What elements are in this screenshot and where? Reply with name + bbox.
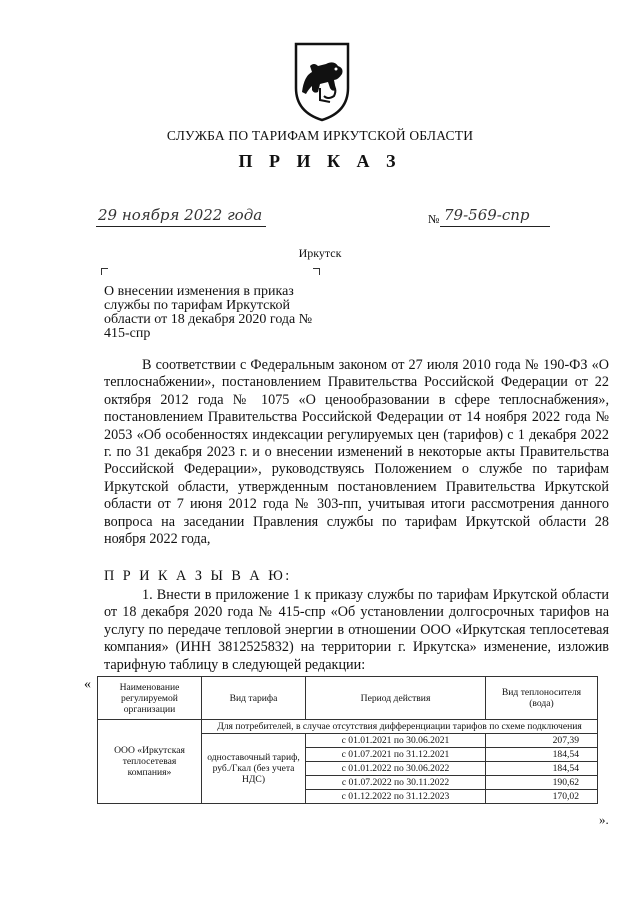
header-heat-carrier: Вид теплоносителя (вода) xyxy=(486,677,598,720)
header-organization: Наименование регулируемой организации xyxy=(98,677,202,720)
period-cell: с 01.01.2022 по 30.06.2022 xyxy=(306,762,486,776)
organization-cell: ООО «Иркутская теплосетевая компания» xyxy=(98,720,202,804)
value-cell: 184,54 xyxy=(486,762,598,776)
subject-bracket-right xyxy=(313,268,320,275)
value-cell: 170,02 xyxy=(486,790,598,804)
quote-open: « xyxy=(84,677,91,692)
value-cell: 207,39 xyxy=(486,734,598,748)
preamble-paragraph: В соответствии с Федеральным законом от 27 июля 2010 года № 190-ФЗ «О теплоснабжении», постановлением Правительства Российской Федерации от 22 октября 2012 года № 1075 «О ценообразовании в сфере теплоснабжения», постановлением Правительства Российской Федерации от 14 ноября 2022 года № 2053 «Об особенностях индексации регулируемых цен (тарифов) с 1 декабря 2022 г. по 31 декабря 2023 г. и о внесении изменений в некоторые акты Правительства Российской Федерации», руководствуясь Положением о службе по тарифам Иркутской области, утвержденным постановлением Правительства Иркутской области от 7 июня 2012 года № 303-пп, учитывая итоги рассмотрения данного вопроса на заседании Правления службы по тарифам Иркутской области 28 ноября 2022 года, xyxy=(104,357,609,548)
order-number-handwritten: 79-569-спр xyxy=(444,206,530,224)
number-underline xyxy=(440,226,550,227)
period-cell: с 01.12.2022 по 31.12.2023 xyxy=(306,790,486,804)
order-date-handwritten: 29 ноября 2022 года xyxy=(98,206,263,224)
city-name: Иркутск xyxy=(298,246,342,260)
group-row-cell: Для потребителей, в случае отсутствия дифференциации тарифов по схеме подключения xyxy=(202,720,598,734)
tariff-table xyxy=(97,676,598,804)
order-number-label: № xyxy=(428,212,440,226)
table-row xyxy=(98,720,598,734)
coat-of-arms-emblem xyxy=(290,40,354,122)
agency-name: СЛУЖБА ПО ТАРИФАМ ИРКУТСКОЙ ОБЛАСТИ xyxy=(166,128,474,143)
period-cell: с 01.01.2021 по 30.06.2021 xyxy=(306,734,486,748)
value-cell: 184,54 xyxy=(486,748,598,762)
date-underline xyxy=(96,226,266,227)
table-header-row xyxy=(98,677,598,720)
order-subject: О внесении изменения в приказ службы по тарифам Иркутской области от 18 декабря 2020 года № 415-спр xyxy=(104,284,313,341)
order-word: П Р И К А З Ы В А Ю: xyxy=(104,568,292,584)
quote-close: ». xyxy=(599,812,609,827)
document-type-title: П Р И К А З xyxy=(238,151,402,171)
header-tariff-type: Вид тарифа xyxy=(202,677,306,720)
period-cell: с 01.07.2022 по 30.11.2022 xyxy=(306,776,486,790)
subject-bracket-left xyxy=(101,268,108,275)
header-period: Период действия xyxy=(306,677,486,720)
order-item-1: 1. Внести в приложение 1 к приказу службы по тарифам Иркутской области от 18 декабря 2020 года № 415-спр «Об установлении долгосрочных тарифов на услугу по передаче тепловой энергии в отношении ООО «Иркутская теплосетевая компания» (ИНН 3812525832) на территории г. Иркутска» изменение, изложив тарифную таблицу в следующей редакции: xyxy=(104,587,609,673)
tariff-type-cell: одноставочный тариф, руб./Гкал (без учета НДС) xyxy=(202,734,306,804)
period-cell: с 01.07.2021 по 31.12.2021 xyxy=(306,748,486,762)
value-cell: 190,62 xyxy=(486,776,598,790)
